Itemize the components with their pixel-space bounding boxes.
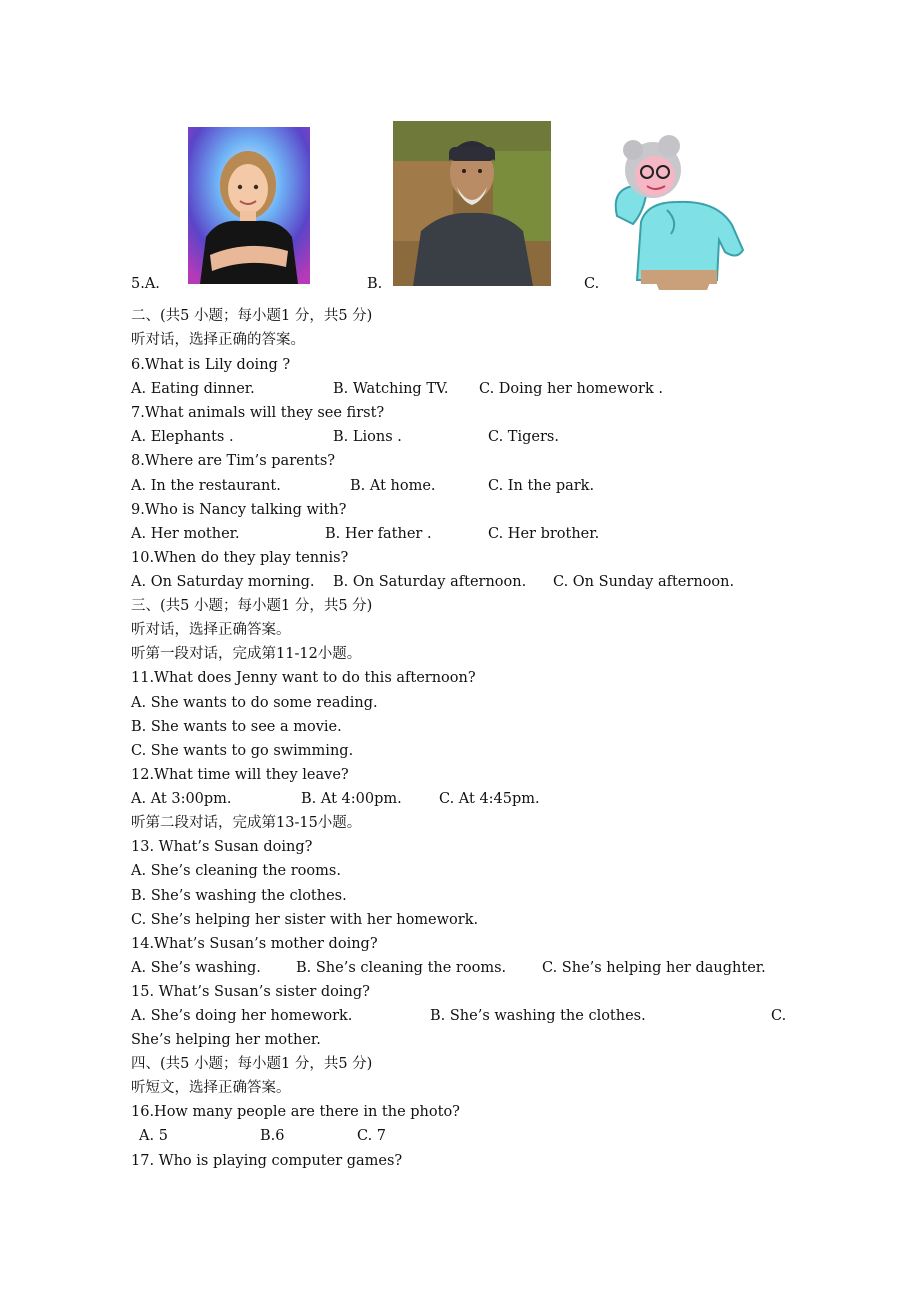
section3-part2: 听第二段对话，完成第13-15小题。: [131, 815, 362, 831]
q8-question: 8.Where are Tim’s parents?: [131, 453, 336, 469]
q7-option-b: B. Lions .: [333, 429, 402, 445]
q9-option-b: B. Her father .: [325, 526, 432, 542]
q14-option-c: C. She’s helping her daughter.: [542, 960, 766, 976]
q12-option-a: A. At 3:00pm.: [131, 791, 232, 807]
q11-option-b: B. She wants to see a movie.: [131, 719, 342, 735]
q10-question: 10.When do they play tennis?: [131, 550, 349, 566]
old-man-photo: [393, 121, 551, 286]
q13-option-b: B. She’s washing the clothes.: [131, 888, 347, 904]
q16-option-a: A. 5: [139, 1128, 168, 1144]
q11-option-a: A. She wants to do some reading.: [131, 695, 378, 711]
section3-heading: 三、(共5 小题；每小题1 分，共5 分): [131, 598, 373, 614]
q10-option-b: B. On Saturday afternoon.: [333, 574, 527, 590]
q6-option-c: C. Doing her homework .: [479, 381, 663, 397]
section2-instruction: 听对话，选择正确的答案。: [131, 332, 305, 348]
q7-option-a: A. Elephants .: [131, 429, 234, 445]
q15-option-b: B. She’s washing the clothes.: [430, 1008, 646, 1024]
q15-option-c-text: She’s helping her mother.: [131, 1032, 321, 1048]
q8-option-b: B. At home.: [350, 478, 436, 494]
q15-option-c-label: C.: [771, 1008, 787, 1024]
q8-option-a: A. In the restaurant.: [131, 478, 281, 494]
section3-part1: 听第一段对话，完成第11-12小题。: [131, 646, 362, 662]
q6-question: 6.What is Lily doing ?: [131, 357, 291, 373]
section3-instruction: 听对话，选择正确答案。: [131, 622, 291, 638]
q16-question: 16.How many people are there in the photo?: [131, 1104, 460, 1120]
q10-option-c: C. On Sunday afternoon.: [553, 574, 735, 590]
q5-b-label: B.: [367, 276, 383, 292]
q16-option-c: C. 7: [357, 1128, 387, 1144]
q12-question: 12.What time will they leave?: [131, 767, 349, 783]
q9-question: 9.Who is Nancy talking with?: [131, 502, 347, 518]
q7-question: 7.What animals will they see first?: [131, 405, 385, 421]
q15-option-a: A. She’s doing her homework.: [131, 1008, 353, 1024]
section2-heading: 二、(共5 小题；每小题1 分，共5 分): [131, 308, 373, 324]
q17-question: 17. Who is playing computer games?: [131, 1153, 403, 1169]
grandmother-cartoon: [607, 130, 757, 290]
q5-number-label: 5.A.: [131, 276, 160, 292]
q12-option-b: B. At 4:00pm.: [301, 791, 402, 807]
q14-question: 14.What’s Susan’s mother doing?: [131, 936, 378, 952]
q9-option-a: A. Her mother.: [131, 526, 240, 542]
q7-option-c: C. Tigers.: [488, 429, 559, 445]
q8-option-c: C. In the park.: [488, 478, 595, 494]
q13-option-c: C. She’s helping her sister with her homework.: [131, 912, 479, 928]
girl-photo: [188, 127, 310, 284]
q6-option-b: B. Watching TV.: [333, 381, 449, 397]
section4-heading: 四、(共5 小题；每小题1 分，共5 分): [131, 1056, 373, 1072]
q13-question: 13. What’s Susan doing?: [131, 839, 313, 855]
q15-question: 15. What’s Susan’s sister doing?: [131, 984, 370, 1000]
q11-question: 11.What does Jenny want to do this afternoon?: [131, 670, 476, 686]
q14-option-a: A. She’s washing.: [131, 960, 261, 976]
q5-c-label: C.: [584, 276, 600, 292]
q14-option-b: B. She’s cleaning the rooms.: [296, 960, 507, 976]
section4-instruction: 听短文，选择正确答案。: [131, 1080, 291, 1096]
q16-option-b: B.6: [260, 1128, 285, 1144]
q12-option-c: C. At 4:45pm.: [439, 791, 540, 807]
q11-option-c: C. She wants to go swimming.: [131, 743, 354, 759]
q10-option-a: A. On Saturday morning.: [131, 574, 315, 590]
q6-option-a: A. Eating dinner.: [131, 381, 255, 397]
q13-option-a: A. She’s cleaning the rooms.: [131, 863, 341, 879]
q9-option-c: C. Her brother.: [488, 526, 600, 542]
